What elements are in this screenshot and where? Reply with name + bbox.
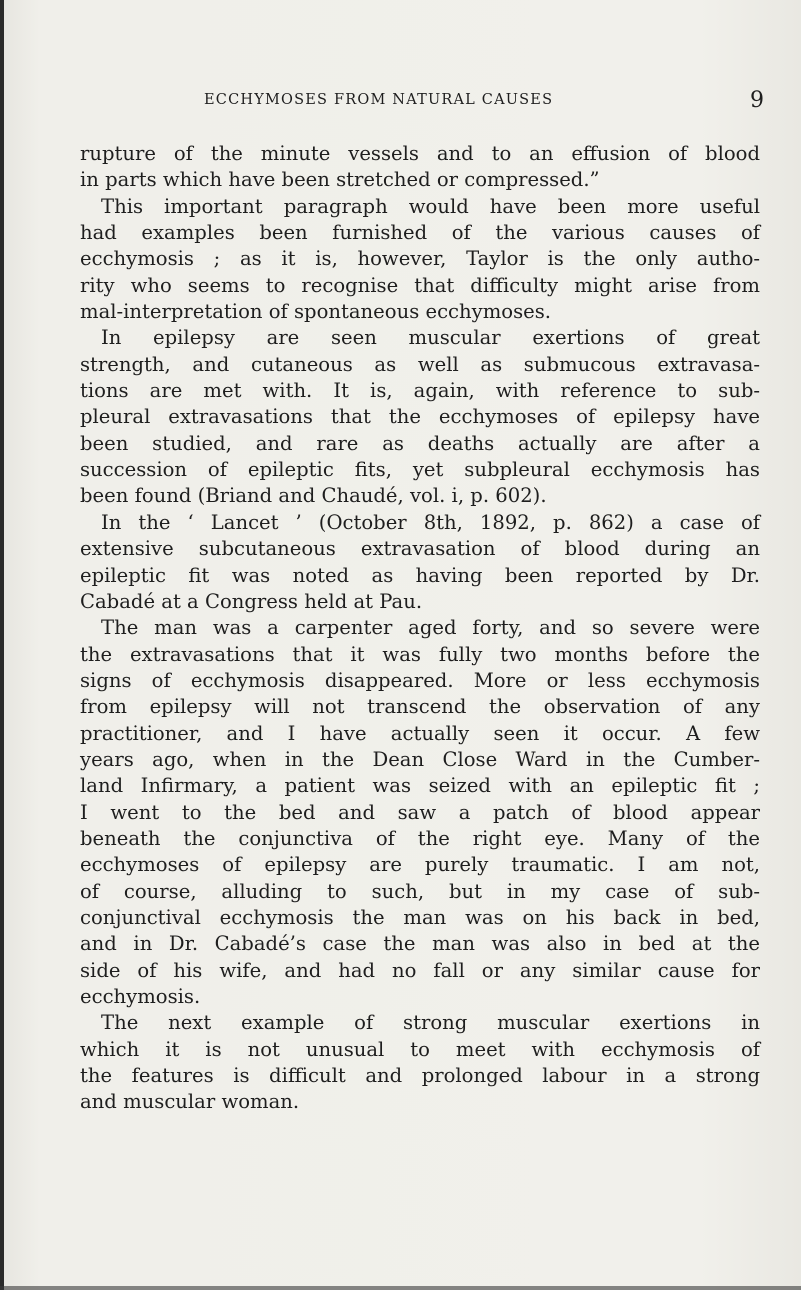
page-binding-edge [0,0,4,1290]
text-line: conjunctival ecchymosis the man was on his back in bed, [80,905,760,929]
text-line: ecchymosis ; as it is, however, Taylor is the only autho- [80,247,760,271]
text-line: The next example of strong muscular exertions in [101,1011,760,1035]
text-line: had examples been furnished of the various causes of [80,221,760,245]
text-line: which it is not unusual to meet with ecchymosis of [80,1037,760,1061]
text-line: and muscular woman. [80,1090,300,1114]
text-line: beneath the conjunctiva of the right eye. Many of the [80,826,760,850]
text-line: The man was a carpenter aged forty, and so severe were [101,616,760,640]
body-text [80,141,760,1116]
text-line: of course, alluding to such, but in my case of sub- [80,879,760,903]
text-line: practitioner, and I have actually seen it occur. A few [80,721,760,745]
text-line: signs of ecchymosis disappeared. More or less ecchymosis [80,668,760,692]
text-line: strength, and cutaneous as well as submucous extravasa- [80,352,760,376]
text-line: In the ‘ Lancet ’ (October 8th, 1892, p. 862) a case of [101,510,760,534]
text-line: and in Dr. Cabadé’s case the man was also in bed at the [80,932,760,956]
text-line: in parts which have been stretched or compressed.” [80,168,600,192]
text-line: side of his wife, and had no fall or any similar cause for [80,958,760,982]
text-line: Cabadé at a Congress held at Pau. [80,589,423,613]
text-line: ecchymoses of epilepsy are purely traumatic. I am not, [80,853,760,877]
text-line: been studied, and rare as deaths actually are after a [80,431,760,455]
text-line: tions are met with. It is, again, with reference to sub- [80,379,760,403]
page-bottom-edge [0,1286,801,1290]
text-line: the features is difficult and prolonged labour in a strong [80,1064,760,1088]
text-line: epileptic fit was noted as having been reported by Dr. [80,563,760,587]
text-line: rity who seems to recognise that difficulty might arise from [80,273,760,297]
text-line: the extravasations that it was fully two months before the [80,642,760,666]
text-line: rupture of the minute vessels and to an effusion of blood [80,142,760,165]
text-line: pleural extravasations that the ecchymoses of epilepsy have [80,405,760,429]
text-line: extensive subcutaneous extravasation of blood during an [80,537,760,561]
text-line: years ago, when in the Dean Close Ward in the Cumber- [80,747,760,771]
text-line: mal-interpretation of spontaneous ecchymoses. [80,300,552,324]
page-header [204,88,764,122]
text-line: This important paragraph would have been more useful [101,194,760,218]
text-line: I went to the bed and saw a patch of blood appear [80,800,760,824]
page-number: 9 [750,88,764,113]
running-title: ECCHYMOSES FROM NATURAL CAUSES [204,92,554,108]
text-line: ecchymosis. [80,985,201,1008]
text-line: land Infirmary, a patient was seized with an epileptic fit ; [80,774,760,798]
text-line: succession of epileptic fits, yet subpleural ecchymosis has [80,458,760,482]
text-line: been found (Briand and Chaudé, vol. i, p. 602). [80,484,547,508]
text-line: In epilepsy are seen muscular exertions of great [101,326,760,350]
text-line: from epilepsy will not transcend the observation of any [80,695,760,719]
